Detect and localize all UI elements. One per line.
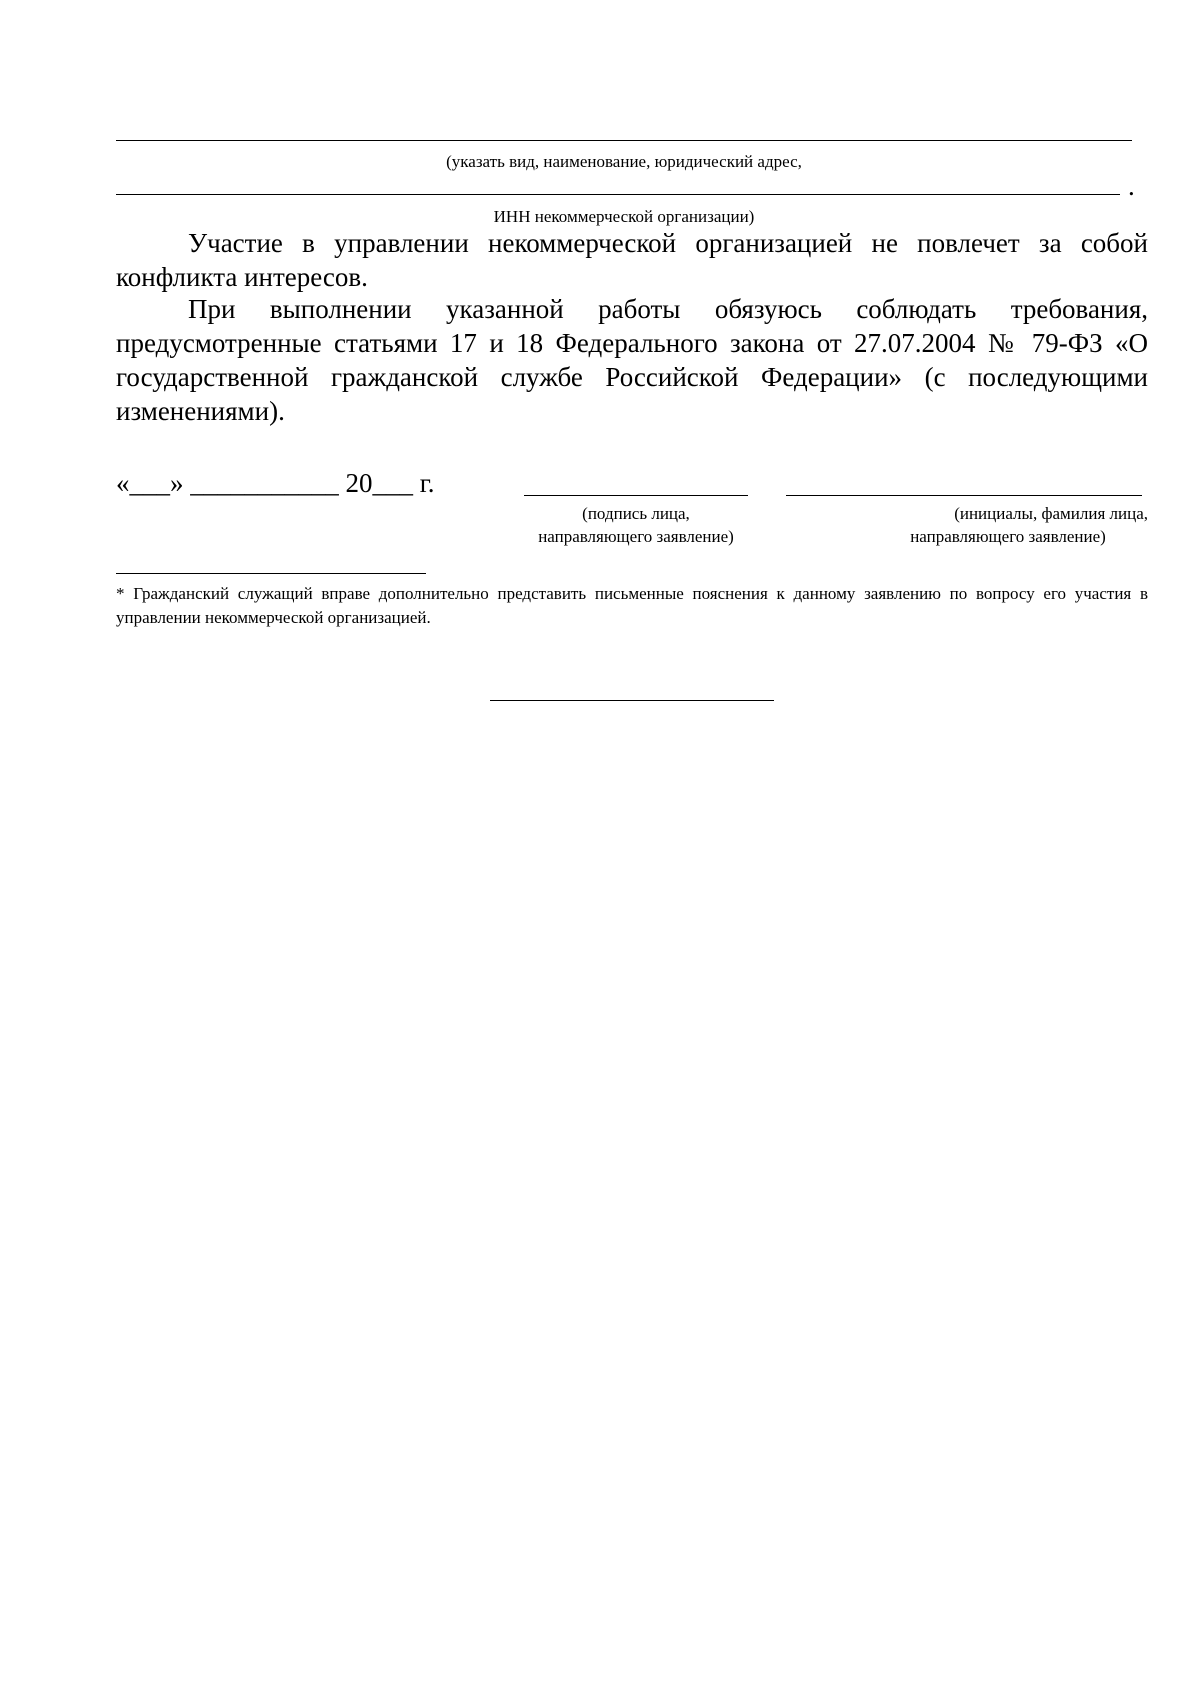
paragraph-conflict-of-interest: Участие в управлении некоммерческой организацией не повлечет за собой конфликта интересов.	[116, 228, 1148, 292]
end-of-document-line	[490, 700, 774, 701]
name-line	[786, 495, 1142, 496]
footnote-text: * Гражданский служащий вправе дополнительно представить письменные пояснения к данному заявлению по вопросу его участия в управлении некоммерческой организацией.	[116, 584, 1148, 627]
signature-caption-line-2: направляющего заявление)	[538, 527, 734, 546]
signature-line	[524, 495, 748, 496]
org-caption-line-2: ИНН некоммерческой организации)	[493, 207, 755, 226]
paragraph-obligations: При выполнении указанной работы обязуюсь соблюдать требования, предусмотренные статьями 17 и 18 Федерального закона от 27.07.2004 № 79-ФЗ «О государственной гражданской службе Российской Федерации» (с последующими изменениями).	[116, 294, 1148, 426]
date-field: «___» ___________ 20___ г.	[116, 468, 435, 498]
name-caption-line-2: направляющего заявление)	[910, 527, 1106, 546]
org-details-line-2	[116, 194, 1120, 195]
org-line-trailing-dot: .	[1128, 171, 1135, 201]
signature-caption-line-1: (подпись лица,	[582, 504, 690, 523]
name-caption-line-1: (инициалы, фамилия лица,	[954, 504, 1148, 523]
org-details-line-1	[116, 140, 1132, 141]
org-caption-line-1: (указать вид, наименование, юридический адрес,	[446, 152, 802, 171]
footnote-separator	[116, 573, 426, 574]
